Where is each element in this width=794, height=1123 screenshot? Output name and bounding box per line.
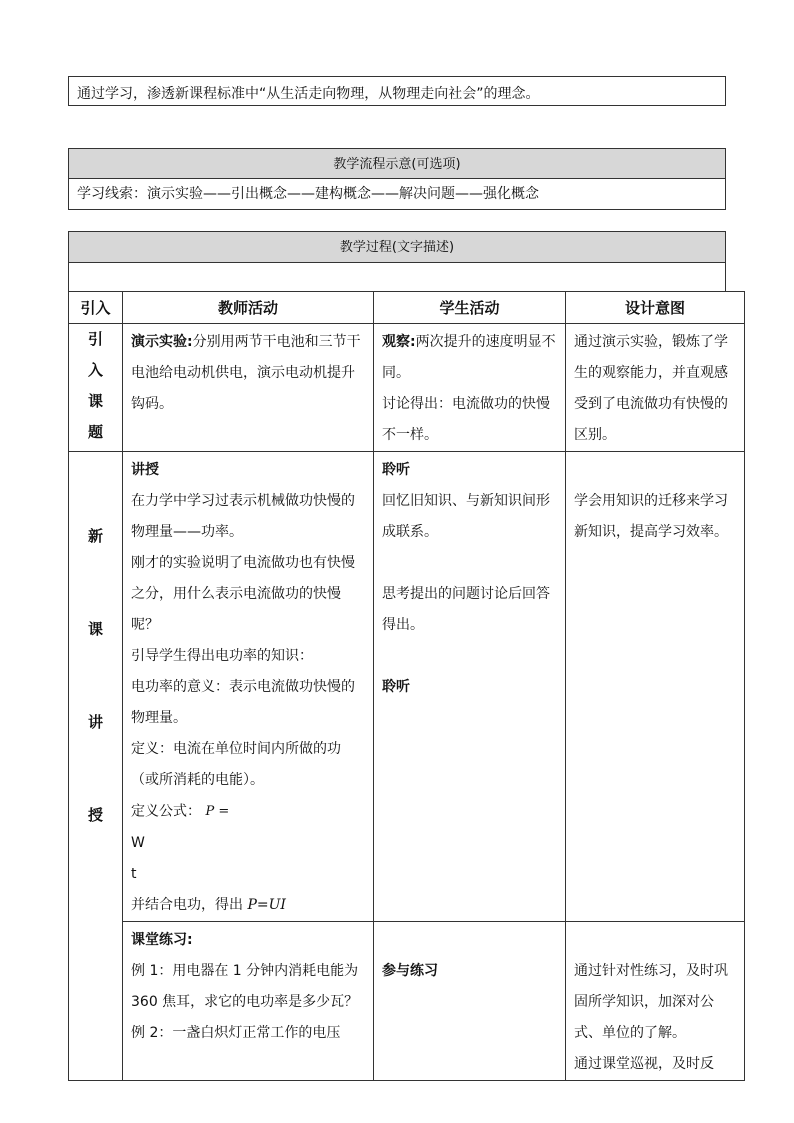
header-intro: 引入 [69, 292, 123, 324]
new-student-cell: 聆听 回忆旧知识、与新知识间形成联系。 思考提出的问题讨论后回答得出。 聆听 [374, 452, 566, 922]
new-design-cell: 学会用知识的迁移来学习新知识，提高学习效率。 [566, 452, 745, 922]
table-row-new [69, 452, 745, 922]
intro-student-cell: 观察:两次提升的速度明显不同。 讨论得出：电流做功的快慢不一样。 [374, 324, 566, 452]
table-row-practice [69, 921, 745, 1080]
new-lesson-label: 新 课 讲 授 [69, 452, 123, 1081]
practice-design-cell: 通过针对性练习，及时巩固所学知识，加深对公式、单位的了解。 通过课堂巡视，及时反 [566, 921, 745, 1080]
practice-student-cell: 参与练习 [374, 921, 566, 1080]
header-student: 学生活动 [374, 292, 566, 324]
new-teacher-cell: 讲授 在力学中学习过表示机械做功快慢的物理量——功率。 刚才的实验说明了电流做功也有快慢之分，用什么表示电流做功的快慢呢？ 引导学生得出电功率的知识： 电功率的意义：表示电流做功快慢的物理量。 定义：电流在单位时间内所做的功（或所消耗的电能）。 定义公式： P = W t 并结合电功，得出 P=UI [123, 452, 374, 922]
process-blank-row [68, 262, 726, 292]
header-design: 设计意图 [566, 292, 745, 324]
header-teacher: 教师活动 [123, 292, 374, 324]
flow-line: 学习线索：演示实验——引出概念——建构概念——解决问题——强化概念 [68, 178, 726, 210]
definition-formula: 定义公式： P = [131, 803, 230, 820]
intro-label: 引 入 课 题 [69, 324, 123, 452]
intro-design-cell: 通过演示实验，锻炼了学生的观察能力，并直观感受到了电流做功有快慢的区别。 [566, 324, 745, 452]
lesson-table [68, 291, 745, 1081]
practice-teacher-cell: 课堂练习: 例 1：用电器在 1 分钟内消耗电能为 360 焦耳，求它的电功率是多少瓦？ 例 2：一盏白炽灯正常工作的电压 [123, 921, 374, 1080]
intro-teacher-cell: 演示实验:分别用两节干电池和三节干电池给电动机供电，演示电动机提升钩码。 [123, 324, 374, 452]
intro-text: 通过学习，渗透新课程标准中“从生活走向物理，从物理走向社会”的理念。 [68, 76, 726, 106]
table-row-intro [69, 324, 745, 452]
process-header: 教学过程(文字描述) [68, 231, 726, 263]
table-header-row [69, 292, 745, 324]
flow-header: 教学流程示意(可选项) [68, 148, 726, 179]
